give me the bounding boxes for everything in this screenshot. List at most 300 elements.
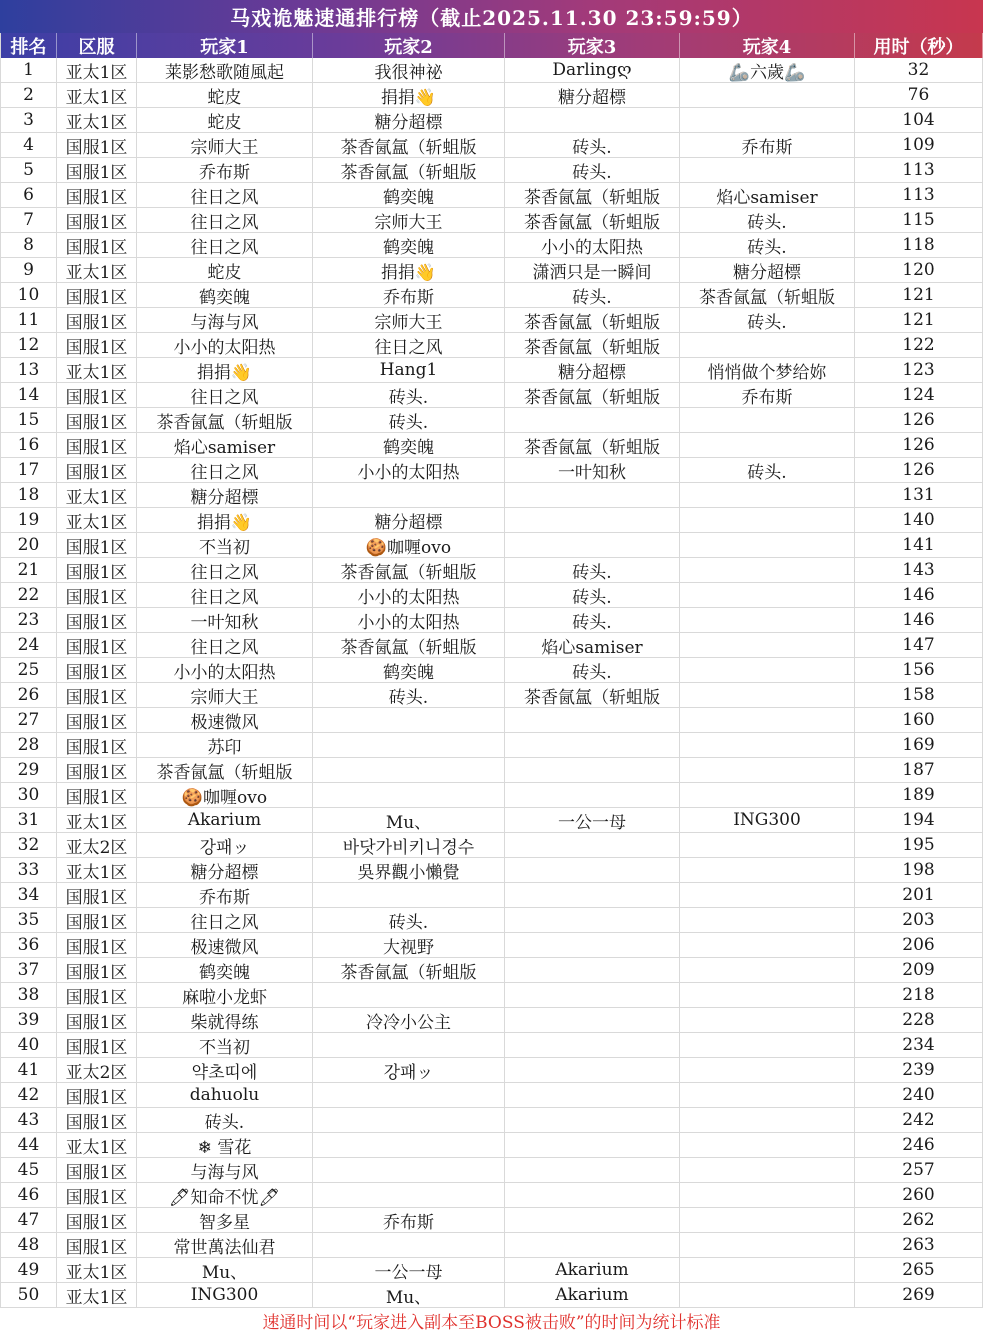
player3-cell	[505, 908, 680, 932]
player1-cell: 往日之风	[137, 208, 313, 232]
rank-cell: 29	[0, 758, 57, 782]
player2-cell: 我很神祕	[313, 58, 505, 82]
table-row	[0, 933, 983, 958]
rank-cell: 33	[0, 858, 57, 882]
player3-cell	[505, 483, 680, 507]
player3-cell: 一叶知秋	[505, 458, 680, 482]
time-cell: 76	[855, 83, 983, 107]
player3-cell	[505, 708, 680, 732]
player1-cell: 极速微风	[137, 933, 313, 957]
player4-cell: 砖头.	[680, 233, 855, 257]
table-row	[0, 1183, 983, 1208]
player2-cell: 冷冷小公主	[313, 1008, 505, 1032]
rank-cell: 10	[0, 283, 57, 307]
rank-cell: 42	[0, 1083, 57, 1107]
player1-cell: 莱影愁歌随風起	[137, 58, 313, 82]
player4-cell	[680, 1208, 855, 1232]
header-player3: 玩家3	[505, 33, 680, 58]
player3-cell	[505, 1183, 680, 1207]
player3-cell	[505, 1158, 680, 1182]
table-row	[0, 833, 983, 858]
player4-cell	[680, 858, 855, 882]
player4-cell	[680, 833, 855, 857]
time-cell: 263	[855, 1233, 983, 1257]
player4-cell: ING300	[680, 808, 855, 832]
player3-cell	[505, 958, 680, 982]
player1-cell: 不当初	[137, 533, 313, 557]
player4-cell	[680, 83, 855, 107]
player2-cell: 砖头.	[313, 383, 505, 407]
time-cell: 123	[855, 358, 983, 382]
player1-cell: 智多星	[137, 1208, 313, 1232]
rank-cell: 47	[0, 1208, 57, 1232]
table-row	[0, 533, 983, 558]
table-row	[0, 1283, 983, 1308]
player4-cell	[680, 658, 855, 682]
player4-cell	[680, 333, 855, 357]
region-cell: 亚太2区	[57, 833, 137, 857]
rank-cell: 28	[0, 733, 57, 757]
player3-cell: 茶香氤氲（斩蛆版	[505, 208, 680, 232]
player2-cell: 捐捐👋	[313, 258, 505, 282]
player1-cell: 麻啦小龙虾	[137, 983, 313, 1007]
player3-cell	[505, 1108, 680, 1132]
player3-cell	[505, 1058, 680, 1082]
player1-cell: 鹤奕魄	[137, 283, 313, 307]
player3-cell: 糖分超標	[505, 358, 680, 382]
region-cell: 国服1区	[57, 783, 137, 807]
table-row	[0, 483, 983, 508]
region-cell: 亚太1区	[57, 1258, 137, 1282]
rank-cell: 39	[0, 1008, 57, 1032]
table-row	[0, 1208, 983, 1233]
player2-cell: 鹤奕魄	[313, 433, 505, 457]
player4-cell	[680, 958, 855, 982]
player1-cell: 常世萬法仙君	[137, 1233, 313, 1257]
rank-cell: 11	[0, 308, 57, 332]
player3-cell: 茶香氤氲（斩蛆版	[505, 333, 680, 357]
table-row	[0, 1108, 983, 1133]
player4-cell	[680, 1233, 855, 1257]
player4-cell	[680, 483, 855, 507]
region-cell: 国服1区	[57, 758, 137, 782]
table-row	[0, 583, 983, 608]
rank-cell: 12	[0, 333, 57, 357]
player3-cell	[505, 533, 680, 557]
rank-cell: 17	[0, 458, 57, 482]
player4-cell	[680, 508, 855, 532]
time-cell: 201	[855, 883, 983, 907]
region-cell: 国服1区	[57, 558, 137, 582]
region-cell: 亚太1区	[57, 1283, 137, 1307]
player3-cell	[505, 1133, 680, 1157]
rank-cell: 8	[0, 233, 57, 257]
player1-cell: 往日之风	[137, 383, 313, 407]
player1-cell: 柴就得练	[137, 1008, 313, 1032]
table-row	[0, 333, 983, 358]
player2-cell: 一公一母	[313, 1258, 505, 1282]
player2-cell: 往日之风	[313, 333, 505, 357]
player3-cell: Akarium	[505, 1283, 680, 1307]
player4-cell: 砖头.	[680, 308, 855, 332]
player1-cell: 약초띠에	[137, 1058, 313, 1082]
leaderboard-title: 马戏诡魅速通排行榜（截止2025.11.30 23:59:59）	[0, 0, 983, 33]
table-row	[0, 508, 983, 533]
player4-cell	[680, 158, 855, 182]
region-cell: 国服1区	[57, 208, 137, 232]
player1-cell: 捐捐👋	[137, 508, 313, 532]
player1-cell: 往日之风	[137, 183, 313, 207]
time-cell: 126	[855, 433, 983, 457]
rank-cell: 32	[0, 833, 57, 857]
region-cell: 国服1区	[57, 283, 137, 307]
table-row	[0, 1258, 983, 1283]
player1-cell: 与海与风	[137, 308, 313, 332]
time-cell: 209	[855, 958, 983, 982]
region-cell: 亚太1区	[57, 108, 137, 132]
player4-cell: 🦾六歲🦾	[680, 58, 855, 82]
player4-cell	[680, 1058, 855, 1082]
player2-cell: 砖头.	[313, 683, 505, 707]
time-cell: 262	[855, 1208, 983, 1232]
rank-cell: 46	[0, 1183, 57, 1207]
player4-cell	[680, 1283, 855, 1307]
player2-cell: 小小的太阳热	[313, 458, 505, 482]
player1-cell: ING300	[137, 1283, 313, 1307]
player3-cell	[505, 858, 680, 882]
player4-cell	[680, 533, 855, 557]
player1-cell: 往日之风	[137, 633, 313, 657]
rank-cell: 19	[0, 508, 57, 532]
region-cell: 亚太1区	[57, 808, 137, 832]
player1-cell: 往日之风	[137, 908, 313, 932]
player2-cell	[313, 1133, 505, 1157]
time-cell: 194	[855, 808, 983, 832]
time-cell: 109	[855, 133, 983, 157]
table-row	[0, 158, 983, 183]
player3-cell: 砖头.	[505, 583, 680, 607]
player4-cell	[680, 783, 855, 807]
table-row	[0, 1058, 983, 1083]
region-cell: 国服1区	[57, 1158, 137, 1182]
time-cell: 121	[855, 308, 983, 332]
player2-cell: 大视野	[313, 933, 505, 957]
rank-cell: 37	[0, 958, 57, 982]
player3-cell	[505, 783, 680, 807]
region-cell: 亚太1区	[57, 358, 137, 382]
time-cell: 240	[855, 1083, 983, 1107]
time-cell: 143	[855, 558, 983, 582]
region-cell: 亚太1区	[57, 858, 137, 882]
player1-cell: ❄ 雪花	[137, 1133, 313, 1157]
table-row	[0, 83, 983, 108]
time-cell: 120	[855, 258, 983, 282]
player2-cell	[313, 758, 505, 782]
rank-cell: 15	[0, 408, 57, 432]
region-cell: 国服1区	[57, 933, 137, 957]
player3-cell	[505, 733, 680, 757]
time-cell: 126	[855, 408, 983, 432]
time-cell: 203	[855, 908, 983, 932]
player4-cell	[680, 608, 855, 632]
table-row	[0, 558, 983, 583]
player3-cell: Darlingღ	[505, 58, 680, 82]
player1-cell: dahuolu	[137, 1083, 313, 1107]
table-row	[0, 883, 983, 908]
table-row	[0, 1158, 983, 1183]
region-cell: 国服1区	[57, 458, 137, 482]
rank-cell: 13	[0, 358, 57, 382]
region-cell: 国服1区	[57, 1033, 137, 1057]
player4-cell	[680, 583, 855, 607]
player2-cell	[313, 1158, 505, 1182]
rank-cell: 31	[0, 808, 57, 832]
table-row	[0, 1008, 983, 1033]
header-time: 用时（秒）	[855, 33, 983, 58]
player2-cell	[313, 1183, 505, 1207]
player1-cell: 茶香氤氲（斩蛆版	[137, 408, 313, 432]
player2-cell: Mu、	[313, 808, 505, 832]
rank-cell: 38	[0, 983, 57, 1007]
rank-cell: 16	[0, 433, 57, 457]
time-cell: 246	[855, 1133, 983, 1157]
player1-cell: 乔布斯	[137, 883, 313, 907]
region-cell: 亚太1区	[57, 258, 137, 282]
player2-cell: 小小的太阳热	[313, 583, 505, 607]
player2-cell: 茶香氤氲（斩蛆版	[313, 958, 505, 982]
region-cell: 国服1区	[57, 308, 137, 332]
table-row	[0, 983, 983, 1008]
table-row	[0, 1083, 983, 1108]
player4-cell	[680, 883, 855, 907]
region-cell: 国服1区	[57, 733, 137, 757]
table-row	[0, 233, 983, 258]
region-cell: 国服1区	[57, 883, 137, 907]
rank-cell: 49	[0, 1258, 57, 1282]
rank-cell: 22	[0, 583, 57, 607]
rank-cell: 21	[0, 558, 57, 582]
header-player1: 玩家1	[137, 33, 313, 58]
player4-cell: 砖头.	[680, 208, 855, 232]
player2-cell	[313, 483, 505, 507]
table-row	[0, 908, 983, 933]
rank-cell: 50	[0, 1283, 57, 1307]
time-cell: 115	[855, 208, 983, 232]
rank-cell: 7	[0, 208, 57, 232]
time-cell: 121	[855, 283, 983, 307]
player1-cell: 蛇皮	[137, 83, 313, 107]
player1-cell: 鹤奕魄	[137, 958, 313, 982]
time-cell: 228	[855, 1008, 983, 1032]
rank-cell: 41	[0, 1058, 57, 1082]
table-row	[0, 408, 983, 433]
player3-cell: 砖头.	[505, 283, 680, 307]
player2-cell: 茶香氤氲（斩蛆版	[313, 158, 505, 182]
table-row	[0, 708, 983, 733]
player2-cell	[313, 783, 505, 807]
player1-cell: 往日之风	[137, 458, 313, 482]
region-cell: 国服1区	[57, 233, 137, 257]
player3-cell	[505, 1233, 680, 1257]
player3-cell: 茶香氤氲（斩蛆版	[505, 183, 680, 207]
table-row	[0, 783, 983, 808]
player4-cell	[680, 758, 855, 782]
table-row	[0, 208, 983, 233]
table-row	[0, 808, 983, 833]
player1-cell: 一叶知秋	[137, 608, 313, 632]
rank-cell: 4	[0, 133, 57, 157]
region-cell: 国服1区	[57, 1183, 137, 1207]
player4-cell: 乔布斯	[680, 383, 855, 407]
player2-cell: 茶香氤氲（斩蛆版	[313, 558, 505, 582]
rank-cell: 18	[0, 483, 57, 507]
player2-cell: 乔布斯	[313, 283, 505, 307]
header-player4: 玩家4	[680, 33, 855, 58]
player4-cell	[680, 1108, 855, 1132]
region-cell: 亚太1区	[57, 508, 137, 532]
region-cell: 国服1区	[57, 1083, 137, 1107]
player3-cell: 焰心samiser	[505, 633, 680, 657]
player4-cell	[680, 908, 855, 932]
rank-cell: 6	[0, 183, 57, 207]
player3-cell: 茶香氤氲（斩蛆版	[505, 683, 680, 707]
player1-cell: 강패ッ	[137, 833, 313, 857]
table-row	[0, 958, 983, 983]
time-cell: 158	[855, 683, 983, 707]
player1-cell: 砖头.	[137, 1108, 313, 1132]
time-cell: 242	[855, 1108, 983, 1132]
region-cell: 国服1区	[57, 383, 137, 407]
time-cell: 32	[855, 58, 983, 82]
time-cell: 257	[855, 1158, 983, 1182]
player2-cell: 鹤奕魄	[313, 233, 505, 257]
player2-cell	[313, 1033, 505, 1057]
player3-cell: 小小的太阳热	[505, 233, 680, 257]
rank-cell: 30	[0, 783, 57, 807]
table-row	[0, 733, 983, 758]
region-cell: 国服1区	[57, 983, 137, 1007]
rank-cell: 44	[0, 1133, 57, 1157]
time-cell: 189	[855, 783, 983, 807]
region-cell: 国服1区	[57, 533, 137, 557]
rank-cell: 14	[0, 383, 57, 407]
rank-cell: 24	[0, 633, 57, 657]
player3-cell	[505, 983, 680, 1007]
player2-cell: Hang1	[313, 358, 505, 382]
player1-cell: 🍪咖喱ovo	[137, 783, 313, 807]
player1-cell: 宗师大王	[137, 683, 313, 707]
table-row	[0, 683, 983, 708]
player1-cell: 与海与风	[137, 1158, 313, 1182]
player3-cell: 砖头.	[505, 158, 680, 182]
time-cell: 122	[855, 333, 983, 357]
header-region: 区服	[57, 33, 137, 58]
player3-cell	[505, 508, 680, 532]
player2-cell: 砖头.	[313, 908, 505, 932]
table-row	[0, 608, 983, 633]
time-cell: 160	[855, 708, 983, 732]
region-cell: 国服1区	[57, 1108, 137, 1132]
time-cell: 218	[855, 983, 983, 1007]
time-cell: 239	[855, 1058, 983, 1082]
region-cell: 亚太1区	[57, 58, 137, 82]
region-cell: 国服1区	[57, 608, 137, 632]
time-cell: 234	[855, 1033, 983, 1057]
player1-cell: 不当初	[137, 1033, 313, 1057]
rank-cell: 26	[0, 683, 57, 707]
player4-cell	[680, 683, 855, 707]
player2-cell: 강패ッ	[313, 1058, 505, 1082]
player3-cell	[505, 758, 680, 782]
time-cell: 131	[855, 483, 983, 507]
player3-cell: 茶香氤氲（斩蛆版	[505, 383, 680, 407]
player3-cell	[505, 933, 680, 957]
player3-cell	[505, 1008, 680, 1032]
player3-cell: 茶香氤氲（斩蛆版	[505, 308, 680, 332]
table-row	[0, 658, 983, 683]
region-cell: 国服1区	[57, 1008, 137, 1032]
time-cell: 113	[855, 183, 983, 207]
region-cell: 国服1区	[57, 908, 137, 932]
player1-cell: 蛇皮	[137, 258, 313, 282]
rank-cell: 36	[0, 933, 57, 957]
player1-cell: 宗师大王	[137, 133, 313, 157]
rank-cell: 25	[0, 658, 57, 682]
player1-cell: 乔布斯	[137, 158, 313, 182]
player2-cell	[313, 983, 505, 1007]
player1-cell: 捐捐👋	[137, 358, 313, 382]
player2-cell: Mu、	[313, 1283, 505, 1307]
player4-cell	[680, 633, 855, 657]
table-row	[0, 58, 983, 83]
table-row	[0, 108, 983, 133]
player3-cell: 砖头.	[505, 558, 680, 582]
region-cell: 国服1区	[57, 1208, 137, 1232]
player2-cell	[313, 733, 505, 757]
player4-cell	[680, 433, 855, 457]
player3-cell: 砖头.	[505, 658, 680, 682]
time-cell: 113	[855, 158, 983, 182]
player4-cell: 糖分超標	[680, 258, 855, 282]
region-cell: 亚太1区	[57, 83, 137, 107]
player2-cell: 砖头.	[313, 408, 505, 432]
table-row	[0, 858, 983, 883]
player1-cell: 蛇皮	[137, 108, 313, 132]
player2-cell: 小小的太阳热	[313, 608, 505, 632]
player3-cell: 潇洒只是一瞬间	[505, 258, 680, 282]
time-cell: 265	[855, 1258, 983, 1282]
player4-cell: 焰心samiser	[680, 183, 855, 207]
player2-cell: 吳界觀小懶覺	[313, 858, 505, 882]
table-body	[0, 58, 983, 1308]
player2-cell: 🍪咖喱ovo	[313, 533, 505, 557]
player1-cell: 往日之风	[137, 233, 313, 257]
rank-cell: 9	[0, 258, 57, 282]
region-cell: 国服1区	[57, 683, 137, 707]
table-row	[0, 633, 983, 658]
time-cell: 126	[855, 458, 983, 482]
region-cell: 国服1区	[57, 583, 137, 607]
player3-cell: 一公一母	[505, 808, 680, 832]
player3-cell: 茶香氤氲（斩蛆版	[505, 433, 680, 457]
rank-cell: 43	[0, 1108, 57, 1132]
rank-cell: 27	[0, 708, 57, 732]
player2-cell	[313, 1083, 505, 1107]
time-cell: 141	[855, 533, 983, 557]
table-row	[0, 258, 983, 283]
player2-cell: 宗师大王	[313, 208, 505, 232]
player2-cell: 鹤奕魄	[313, 183, 505, 207]
